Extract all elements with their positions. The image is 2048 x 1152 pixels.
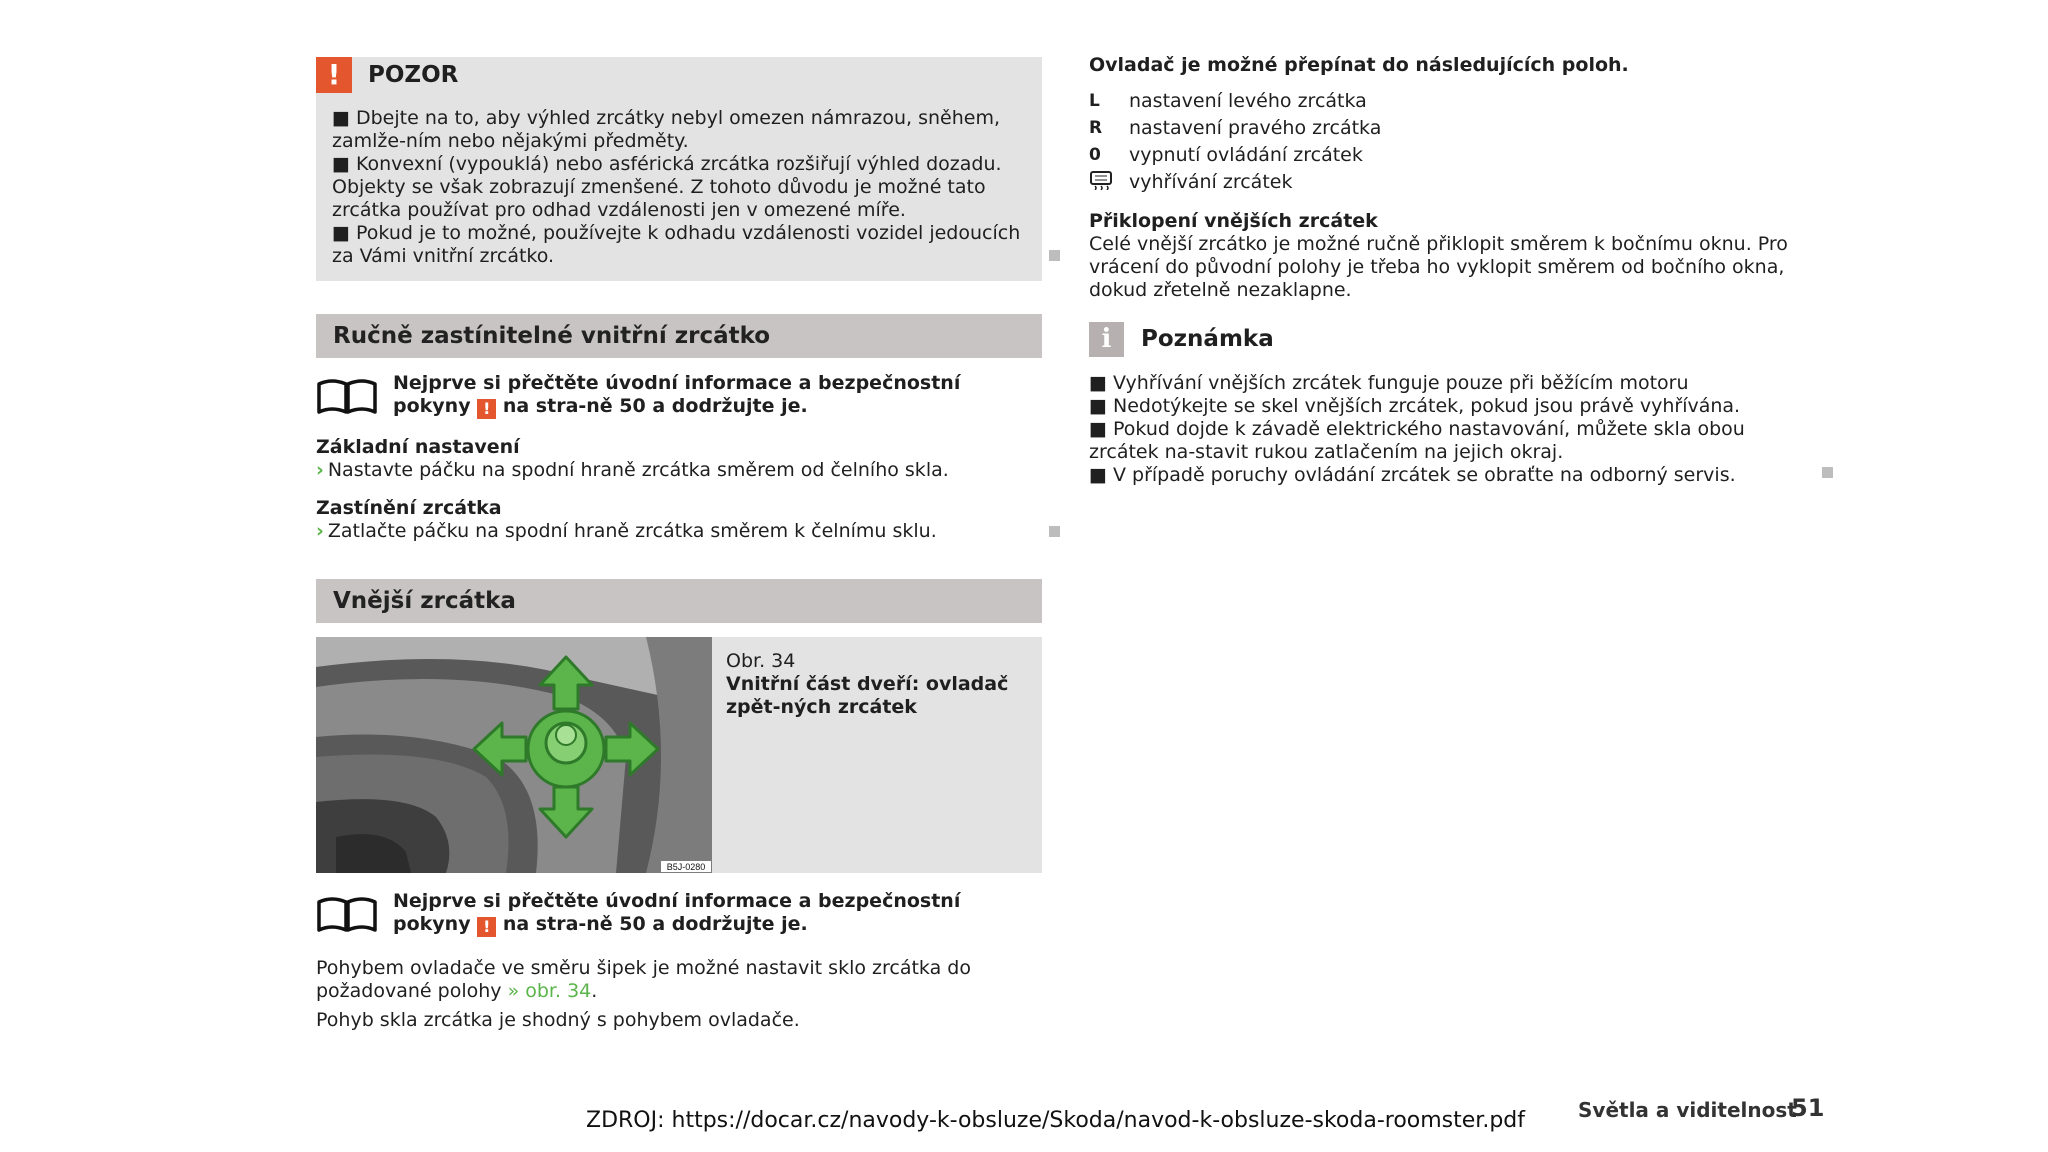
position-key: R bbox=[1089, 118, 1103, 138]
paragraph-text: Pohybem ovladače ve směru šipek je možné nastavit sklo zrcátka do požadované polohy bbox=[316, 957, 971, 1002]
note-item: ■ V případě poruchy ovládání zrcátek se obraťte na odborný servis. bbox=[1089, 464, 1736, 486]
note-item: ■ Vyhřívání vnějších zrcátek funguje pouze při běžícím motoru bbox=[1089, 372, 1689, 394]
section-title: Ručně zastínitelné vnitřní zrcátko bbox=[333, 323, 771, 349]
warning-title: POZOR bbox=[368, 62, 459, 88]
step-arrow-icon: › bbox=[316, 520, 324, 542]
subheading-fold: Přiklopení vnějších zrcátek bbox=[1089, 210, 1378, 232]
manual-book-icon bbox=[316, 894, 378, 934]
position-key bbox=[1089, 169, 1119, 195]
position-text: vypnutí ovládání zrcátek bbox=[1129, 144, 1363, 166]
warning-item: ■ Dbejte na to, aby výhled zrcátky nebyl omezen námrazou, sněhem, zamlže-ním nebo nějakými předměty. bbox=[332, 107, 1001, 152]
paragraph-text: Pohyb skla zrcátka je shodný s pohybem ovladače. bbox=[316, 1009, 800, 1031]
step-text: Nastavte páčku na spodní hraně zrcátka směrem od čelního skla. bbox=[327, 459, 949, 481]
note-title: Poznámka bbox=[1141, 326, 1274, 352]
read-first-text-main: Nejprve si přečtěte úvodní informace a bezpečnostní pokyny bbox=[393, 890, 961, 935]
end-mark-square bbox=[1822, 467, 1833, 478]
note-item: ■ Nedotýkejte se skel vnějších zrcátek, pokud jsou právě vyhřívána. bbox=[1089, 395, 1741, 417]
position-text: nastavení levého zrcátka bbox=[1129, 90, 1367, 112]
subheading-basic-setting: Základní nastavení bbox=[316, 436, 520, 458]
read-first-notice bbox=[316, 890, 1046, 936]
warning-box bbox=[316, 57, 1042, 281]
read-first-text-main: Nejprve si přečtěte úvodní informace a bezpečnostní pokyny bbox=[393, 372, 961, 417]
end-mark-square bbox=[1049, 526, 1060, 537]
read-first-text bbox=[393, 372, 1043, 419]
body-paragraph bbox=[316, 957, 1046, 1003]
paragraph-text: Celé vnější zrcátko je možné ručně přiklopit směrem k bočnímu oknu. Pro vrácení do původní polohy je třeba ho vyklopit směrem od bočního okna, dokud zřetelně nezaklapne. bbox=[1089, 233, 1788, 301]
figure-title: Vnitřní část dveří: ovladač zpět-ných zrcátek bbox=[726, 673, 1009, 718]
source-url[interactable]: ZDROJ: https://docar.cz/navody-k-obsluze/Skoda/navod-k-obsluze-skoda-roomster.pdf bbox=[586, 1108, 1525, 1133]
fold-mirror-block bbox=[1089, 210, 1819, 302]
read-first-text bbox=[393, 890, 1043, 937]
warning-inline-icon: ! bbox=[477, 399, 496, 419]
position-text: vyhřívání zrcátek bbox=[1129, 171, 1293, 193]
figure-code: B5J-0280 bbox=[666, 862, 706, 872]
info-icon: i bbox=[1089, 322, 1124, 357]
mirror-control-figure bbox=[316, 637, 712, 873]
heated-mirror-icon bbox=[1089, 170, 1113, 190]
footer-section-title: Světla a viditelnost bbox=[1578, 1098, 1797, 1122]
note-item: ■ Pokud dojde k závadě elektrického nastavování, můžete skla obou zrcátek na-stavit rukou zatlačením na jejich okraj. bbox=[1089, 418, 1745, 463]
warning-icon: ! bbox=[316, 57, 352, 93]
warning-list bbox=[332, 107, 1032, 268]
manual-book-icon bbox=[316, 376, 378, 416]
section-header-inner-mirror bbox=[316, 314, 1042, 358]
section-header-outer-mirrors bbox=[316, 579, 1042, 623]
step-arrow-icon: › bbox=[316, 459, 324, 481]
position-key: 0 bbox=[1089, 145, 1101, 165]
note-list bbox=[1089, 372, 1819, 487]
end-mark-square bbox=[1049, 250, 1060, 261]
warning-inline-icon: ! bbox=[477, 917, 496, 937]
paragraph-punct: . bbox=[591, 980, 598, 1002]
read-first-notice bbox=[316, 372, 1046, 418]
warning-item: ■ Konvexní (vypouklá) nebo asférická zrcátka rozšiřují výhled dozadu. Objekty se však zobrazují zmenšené. Z tohoto důvodu je možné tato zrcátka používat pro odhad vzdálenosti jen v omezené míře. bbox=[332, 153, 1002, 221]
figure-label: Obr. 34 bbox=[726, 650, 796, 672]
step-text: Zatlačte páčku na spodní hraně zrcátka směrem k čelnímu sklu. bbox=[327, 520, 937, 542]
read-first-page-ref[interactable]: na stra-ně 50 a dodržujte je. bbox=[502, 913, 808, 935]
instruction-step bbox=[316, 459, 1046, 482]
dimming-block bbox=[316, 497, 1046, 543]
positions-heading: Ovladač je možné přepínat do následujících poloh. bbox=[1089, 54, 1629, 76]
subheading-dimming: Zastínění zrcátka bbox=[316, 497, 502, 519]
section-title: Vnější zrcátka bbox=[333, 588, 516, 614]
position-text: nastavení pravého zrcátka bbox=[1129, 117, 1382, 139]
figure-link[interactable]: » obr. 34 bbox=[507, 980, 592, 1002]
page-number: 51 bbox=[1791, 1094, 1825, 1122]
body-paragraph bbox=[316, 1009, 1046, 1032]
figure-block bbox=[316, 637, 1042, 873]
instruction-step bbox=[316, 520, 1046, 543]
read-first-page-ref[interactable]: na stra-ně 50 a dodržujte je. bbox=[502, 395, 808, 417]
figure-caption bbox=[726, 650, 1036, 719]
position-key: L bbox=[1089, 91, 1100, 111]
warning-item: ■ Pokud je to možné, používejte k odhadu vzdálenosti vozidel jedoucích za Vámi vnitřní zrcátko. bbox=[332, 222, 1021, 267]
basic-setting-block bbox=[316, 436, 1046, 482]
